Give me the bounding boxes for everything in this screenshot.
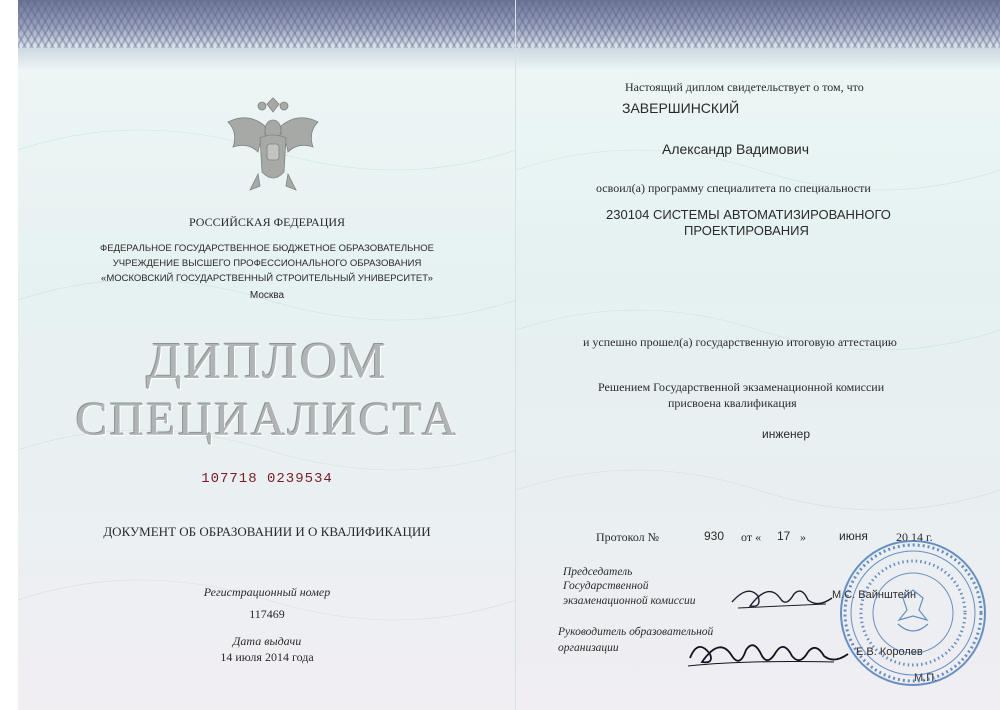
specialty-line-2: ПРОЕКТИРОВАНИЯ bbox=[684, 223, 809, 238]
protocol-from: от « bbox=[741, 530, 762, 544]
registration-label: Регистрационный номер bbox=[203, 585, 331, 599]
official-seal-icon bbox=[838, 538, 988, 688]
document-type: ДОКУМЕНТ ОБ ОБРАЗОВАНИИ И О КВАЛИФИКАЦИИ bbox=[103, 524, 431, 539]
issue-date: 14 июля 2014 года bbox=[220, 650, 314, 664]
decision-line-1: Решением Государственной экзаменационной комиссии bbox=[598, 380, 885, 394]
holder-surname: ЗАВЕРШИНСКИЙ bbox=[622, 100, 740, 116]
chair-name: М.С. Вайнштейн bbox=[832, 589, 917, 601]
head-name: Е.В. Королев bbox=[856, 646, 923, 658]
issue-date-label: Дата выдачи bbox=[232, 634, 302, 648]
attestation-text: и успешно прошел(а) государственную итоговую аттестацию bbox=[583, 335, 897, 349]
head-label-2: организации bbox=[558, 642, 619, 654]
certifies-text: Настоящий диплом свидетельствует о том, что bbox=[625, 80, 864, 94]
registration-number: 117469 bbox=[249, 607, 285, 621]
chair-label-2: Государственной bbox=[563, 580, 649, 592]
diploma-title: ДИПЛОМ bbox=[146, 333, 388, 390]
mastered-text: освоил(а) программу специалитета по специальности bbox=[596, 181, 871, 195]
chair-label-3: экзаменационной комиссии bbox=[563, 595, 696, 607]
ornamental-band bbox=[516, 0, 1000, 48]
left-page bbox=[18, 0, 516, 710]
country-name: РОССИЙСКАЯ ФЕДЕРАЦИЯ bbox=[188, 215, 346, 229]
scan-margin bbox=[0, 0, 18, 710]
protocol-day: 17 bbox=[777, 529, 791, 543]
protocol-month: июня bbox=[839, 529, 868, 543]
qualification: инженер bbox=[762, 427, 811, 441]
protocol-label: Протокол № bbox=[596, 530, 660, 544]
protocol-day-close: » bbox=[800, 530, 806, 544]
institution-line-2: УЧРЕЖДЕНИЕ ВЫСШЕГО ПРОФЕССИОНАЛЬНОГО ОБРАЗОВАНИЯ bbox=[112, 258, 422, 269]
protocol-number: 930 bbox=[704, 529, 725, 543]
chair-label-1: Председатель bbox=[563, 566, 633, 578]
head-signature-icon bbox=[684, 628, 854, 678]
head-label-1: Руководитель образовательной bbox=[558, 626, 714, 638]
institution-line-3: «МОСКОВСКИЙ ГОСУДАРСТВЕННЫЙ СТРОИТЕЛЬНЫЙ УНИВЕРСИТЕТ» bbox=[101, 273, 433, 284]
specialty-line-1: 230104 СИСТЕМЫ АВТОМАТИЗИРОВАННОГО bbox=[606, 207, 891, 222]
coat-of-arms-icon bbox=[218, 92, 328, 202]
holder-name: Александр Вадимович bbox=[662, 141, 810, 157]
chair-signature-icon bbox=[728, 578, 838, 618]
protocol-year: 20 14 г. bbox=[896, 530, 933, 544]
institution-line-1: ФЕДЕРАЛЬНОЕ ГОСУДАРСТВЕННОЕ БЮДЖЕТНОЕ ОБРАЗОВАТЕЛЬНОЕ bbox=[100, 243, 434, 254]
seal-mark: М.П. bbox=[914, 672, 938, 684]
serial-number: 107718 0239534 bbox=[201, 471, 333, 487]
city: Москва bbox=[249, 290, 285, 301]
ornamental-band bbox=[18, 0, 516, 48]
decision-line-2: присвоена квалификация bbox=[668, 396, 797, 410]
diploma-subtitle: СПЕЦИАЛИСТА bbox=[75, 393, 459, 446]
